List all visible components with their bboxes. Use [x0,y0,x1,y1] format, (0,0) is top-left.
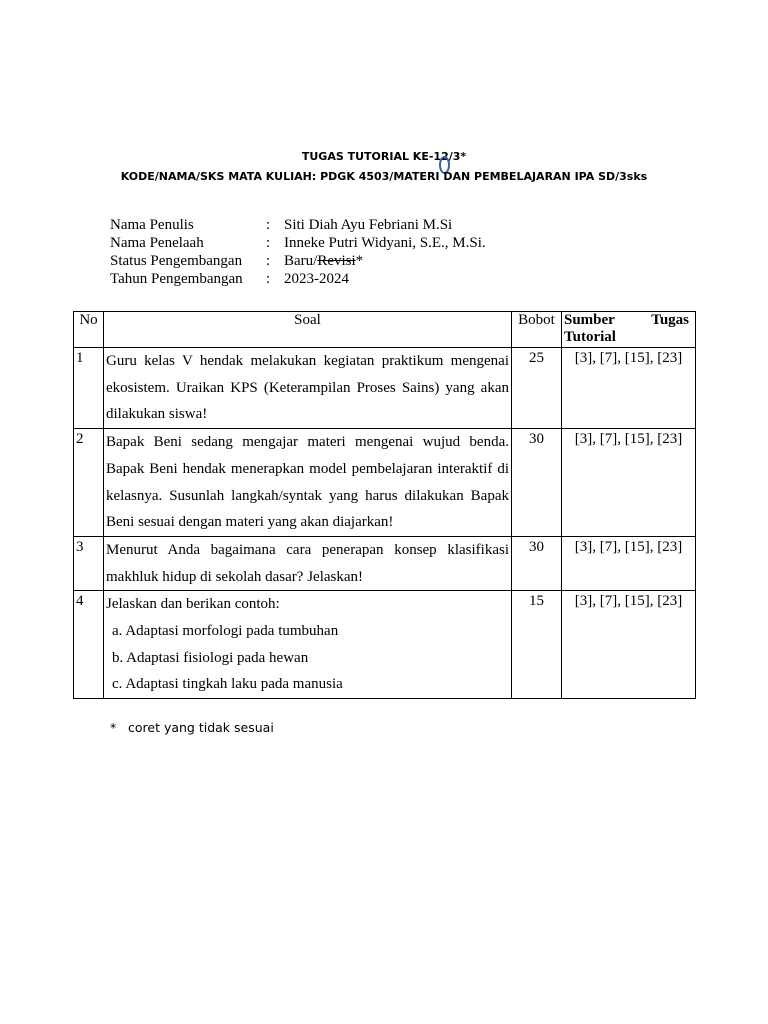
row-source: [3], [7], [15], [23] [562,591,696,699]
meta-info [110,216,486,288]
meta-label: Nama Penulis [110,217,194,233]
header-source-word: Tugas [651,312,689,328]
row-question [104,591,512,699]
meta-row-year [110,270,486,288]
question-intro: Jelaskan dan berikan contoh: [106,596,280,613]
footnote [110,720,274,735]
meta-value: 2023-2024 [284,271,349,287]
header-source-word: Tutorial [564,329,616,345]
table-row [74,591,696,699]
row-weight: 15 [512,591,562,699]
row-no: 3 [74,536,104,590]
row-question: Bapak Beni sedang mengajar materi mengenai wujud benda. Bapak Beni hendak menerapkan model pembelajaran interaktif di kelasnya. Susunlah langkah/syntak yang harus dilakukan Bapak Beni sesuai dengan materi yang akan diajarkan! [104,429,512,537]
header-no: No [74,312,104,348]
meta-colon: : [266,271,271,287]
meta-row-status [110,252,486,270]
row-no: 2 [74,429,104,537]
header-source [562,312,696,348]
row-source: [3], [7], [15], [23] [562,536,696,590]
meta-value-struck: Revisi [317,253,356,269]
footnote-mark: * [110,720,117,735]
meta-value-suffix: * [355,253,364,269]
row-weight: 25 [512,348,562,429]
meta-colon: : [266,235,271,251]
meta-row-author [110,216,486,234]
header-soal: Soal [104,312,512,348]
row-source: [3], [7], [15], [23] [562,348,696,429]
row-weight: 30 [512,429,562,537]
header-bobot: Bobot [512,312,562,348]
meta-colon: : [266,217,271,233]
list-item: c. Adaptasi tingkah laku pada manusia [112,676,343,693]
meta-value: Inneke Putri Widyani, S.E., M.Si. [284,235,486,251]
course-subtitle: KODE/NAMA/SKS MATA KULIAH: PDGK 4503/MATERI DAN PEMBELAJARAN IPA SD/3sks [120,170,648,183]
meta-colon: : [266,253,271,269]
row-question: Menurut Anda bagaimana cara penerapan konsep klasifikasi makhluk hidup di sekolah dasar? Jelaskan! [104,536,512,590]
meta-value: Baru/ [284,253,318,269]
list-item: a. Adaptasi morfologi pada tumbuhan [112,623,339,640]
meta-label: Tahun Pengembangan [110,271,243,287]
row-no: 1 [74,348,104,429]
meta-label: Nama Penelaah [110,235,204,251]
table-row [74,429,696,537]
row-source: [3], [7], [15], [23] [562,429,696,537]
page-title: TUGAS TUTORIAL KE-1 2/3* [0,150,768,163]
table-row [74,536,696,590]
questions-table [73,311,696,699]
footnote-text: coret yang tidak sesuai [128,720,274,735]
row-weight: 30 [512,536,562,590]
table-row [74,348,696,429]
meta-value: Siti Diah Ayu Febriani M.Si [284,217,453,233]
meta-label: Status Pengembangan [110,253,243,269]
row-no: 4 [74,591,104,699]
header-source-word: Sumber [564,312,615,328]
list-item: b. Adaptasi fisiologi pada hewan [112,649,309,666]
table-header-row [74,312,696,348]
row-question: Guru kelas V hendak melakukan kegiatan praktikum mengenai ekosistem. Uraikan KPS (Keterampilan Proses Sains) yang akan dilakukan siswa! [104,348,512,429]
meta-row-reviewer [110,234,486,252]
